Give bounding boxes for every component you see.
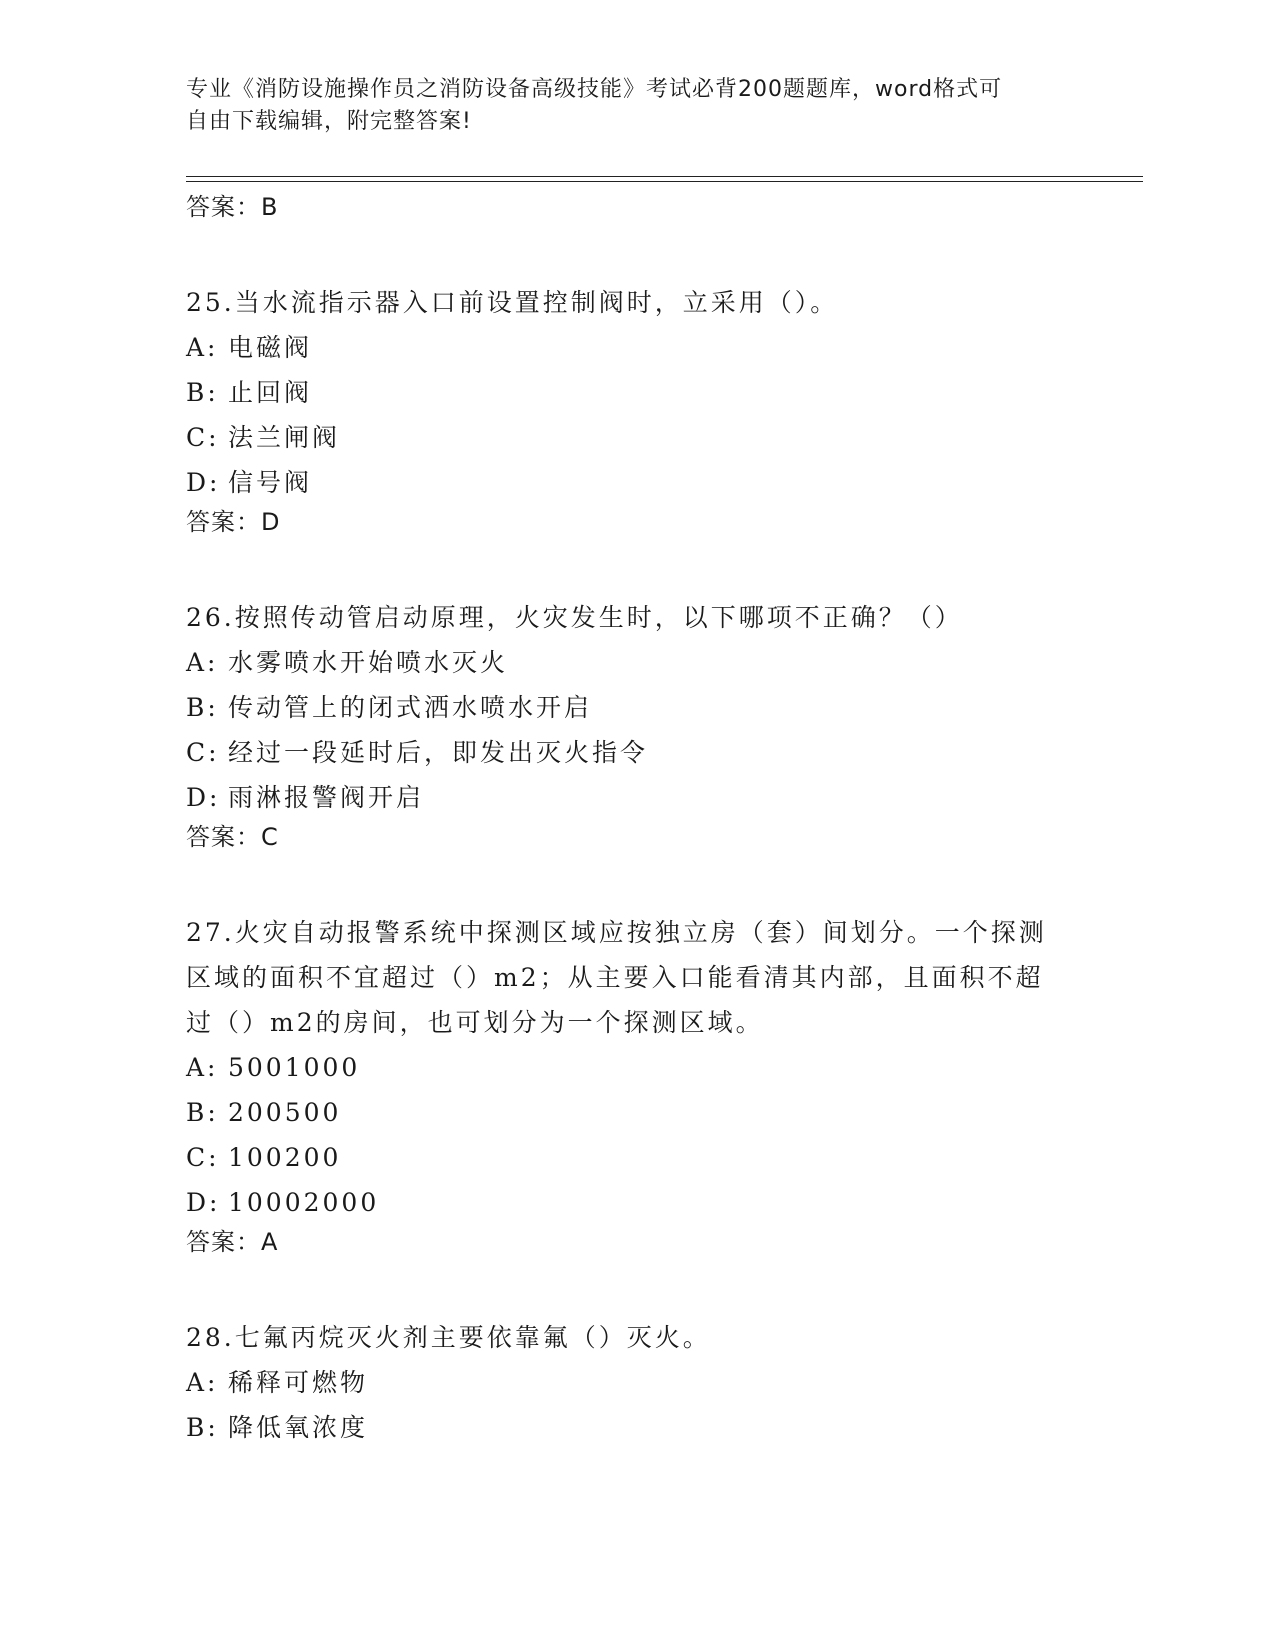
option-letter: A: [186, 1368, 219, 1397]
option-text: 止回阀 [228, 378, 313, 407]
option-b [186, 370, 1086, 415]
header-line-1: 专业《消防设施操作员之消防设备高级技能》考试必背200题题库，word格式可 [186, 77, 1003, 102]
option-d [186, 460, 1086, 505]
question-text: 28.七氟丙烷灭火剂主要依靠氟（）灭火。 [186, 1323, 711, 1352]
option-b [186, 1090, 1086, 1135]
option-text: 水雾喷水开始喷水灭火 [228, 648, 509, 677]
option-a [186, 325, 1086, 370]
option-text: 信号阀 [228, 468, 313, 497]
answer-label: 答案：C [186, 823, 279, 851]
option-b [186, 685, 1086, 730]
question-text: 26.按照传动管启动原理，火灾发生时，以下哪项不正确？（） [186, 603, 963, 632]
header-line-2: 自由下载编辑，附完整答案! [186, 109, 472, 134]
option-text: 经过一段延时后，即发出灭火指令 [228, 738, 649, 767]
option-c [186, 1135, 1086, 1180]
header-rule-bottom [186, 181, 1143, 182]
option-text: 稀释可燃物 [228, 1368, 369, 1397]
question-text-line-1: 27.火灾自动报警系统中探测区域应按独立房（套）间划分。一个探测 [186, 918, 1047, 947]
header-rule-top [186, 176, 1143, 177]
option-text: 100200 [228, 1143, 342, 1172]
option-c [186, 730, 1086, 775]
option-letter: A: [186, 333, 219, 362]
option-letter: A: [186, 648, 219, 677]
option-text: 法兰闸阀 [228, 423, 341, 452]
document-header [186, 74, 1086, 138]
option-text: 电磁阀 [228, 333, 313, 362]
option-letter: B: [186, 693, 219, 722]
option-b [186, 1405, 1086, 1450]
question-25 [186, 280, 1086, 595]
option-a [186, 640, 1086, 685]
option-text: 10002000 [228, 1188, 380, 1217]
question-list [186, 190, 1086, 1450]
option-letter: D: [186, 468, 221, 497]
question-27 [186, 910, 1086, 1315]
option-letter: B: [186, 378, 219, 407]
option-a [186, 1360, 1086, 1405]
option-text: 200500 [228, 1098, 342, 1127]
option-letter: A: [186, 1053, 219, 1082]
option-letter: C: [186, 423, 220, 452]
option-a [186, 1045, 1086, 1090]
question-26 [186, 595, 1086, 910]
question-text-line-3: 过（）m2的房间，也可划分为一个探测区域。 [186, 1008, 764, 1037]
option-text: 降低氧浓度 [228, 1413, 369, 1442]
option-text: 传动管上的闭式洒水喷水开启 [228, 693, 593, 722]
previous-answer: 答案：B [186, 193, 279, 221]
option-letter: C: [186, 738, 220, 767]
question-text: 25.当水流指示器入口前设置控制阀时，立采用（）。 [186, 288, 839, 317]
option-text: 5001000 [228, 1053, 361, 1082]
answer-label: 答案：D [186, 508, 281, 536]
question-28 [186, 1315, 1086, 1450]
option-letter: D: [186, 783, 221, 812]
option-letter: B: [186, 1098, 219, 1127]
question-text-line-2: 区域的面积不宜超过（）m2；从主要入口能看清其内部，且面积不超 [186, 963, 1044, 992]
option-c [186, 415, 1086, 460]
option-letter: C: [186, 1143, 220, 1172]
answer-label: 答案：A [186, 1228, 279, 1256]
option-d [186, 775, 1086, 820]
option-letter: D: [186, 1188, 221, 1217]
option-letter: B: [186, 1413, 219, 1442]
option-d [186, 1180, 1086, 1225]
option-text: 雨淋报警阀开启 [228, 783, 425, 812]
